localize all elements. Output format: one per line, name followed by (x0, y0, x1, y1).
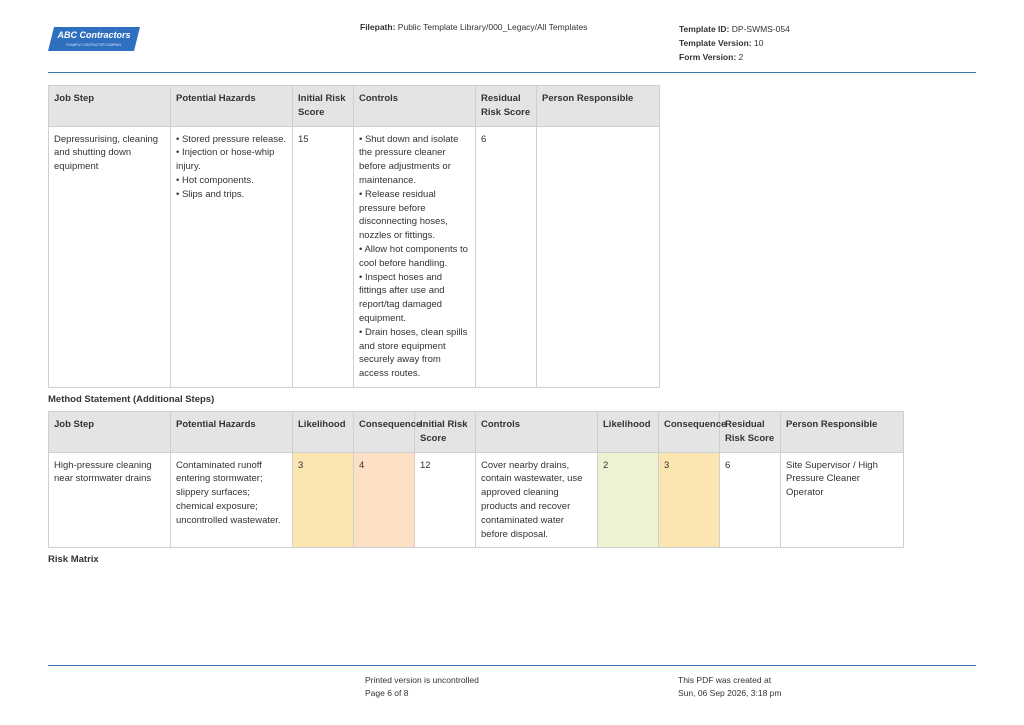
filepath-value: Public Template Library/000_Legacy/All Templates (397, 22, 588, 32)
filepath-label: Filepath: (360, 22, 396, 32)
col-controls: Controls (354, 86, 476, 127)
controls-cell (354, 126, 476, 387)
table-row (49, 452, 904, 548)
col-residual-risk-score: Residual Risk Score (720, 412, 781, 453)
col-residual-risk-score: Residual Risk Score (476, 86, 537, 127)
col-controls: Controls (476, 412, 598, 453)
template-id (679, 22, 790, 36)
section-title-method-statement: Method Statement (Additional Steps) (48, 394, 215, 405)
uncontrolled-notice: Printed version is uncontrolled (365, 675, 479, 685)
hazard-item: • Hot components. (176, 174, 254, 186)
footer-print-info (365, 674, 479, 700)
job-step-cell: High-pressure cleaning near stormwater drains (49, 452, 171, 548)
hazards-cell (171, 126, 293, 387)
residual-likelihood-cell: 2 (598, 452, 659, 548)
page-number: Page 6 of 8 (365, 688, 409, 698)
col-likelihood: Likelihood (293, 412, 354, 453)
template-version-value: 10 (753, 38, 764, 48)
form-version-value: 2 (738, 52, 744, 62)
form-version (679, 50, 790, 64)
control-item: • Inspect hoses and fittings after use and report/tag damaged equipment. (359, 271, 445, 324)
job-step-cell: Depressurising, cleaning and shutting down equipment (49, 126, 171, 387)
control-item: • Shut down and isolate the pressure cleaner before adjustments or maintenance. (359, 133, 459, 186)
consequence-cell: 4 (354, 452, 415, 548)
col-job-step: Job Step (49, 86, 171, 127)
table-header-row (49, 86, 660, 127)
logo-text: ABC Contractors (57, 30, 131, 40)
created-at: Sun, 06 Sep 2026, 3:18 pm (678, 688, 782, 698)
swms-table (48, 85, 660, 388)
col-initial-risk-score: Initial Risk Score (293, 86, 354, 127)
col-consequence: Consequence (354, 412, 415, 453)
col-residual-likelihood: Likelihood (598, 412, 659, 453)
col-potential-hazards: Potential Hazards (171, 412, 293, 453)
abc-contractors-logo (48, 26, 140, 52)
col-person-responsible: Person Responsible (781, 412, 904, 453)
template-version (679, 36, 790, 50)
col-person-responsible: Person Responsible (537, 86, 660, 127)
col-job-step: Job Step (49, 412, 171, 453)
logo-subtext: EXAMPLE CONTRACTOR COMPANY (66, 43, 122, 47)
control-item: • Allow hot components to cool before handling. (359, 243, 468, 269)
template-id-label: Template ID: (679, 24, 730, 34)
header-divider (48, 72, 976, 73)
controls-cell: Cover nearby drains, contain wastewater, use approved cleaning products and recover contaminated water before disposal. (476, 452, 598, 548)
residual-consequence-cell: 3 (659, 452, 720, 548)
col-initial-risk-score: Initial Risk Score (415, 412, 476, 453)
hazard-item: • Injection or hose-whip injury. (176, 147, 275, 173)
likelihood-cell: 3 (293, 452, 354, 548)
control-item: • Release residual pressure before disconnecting hoses, nozzles or fittings. (359, 188, 448, 242)
hazard-item: • Stored pressure release. (176, 133, 286, 145)
filepath (360, 22, 587, 32)
table-header-row (49, 412, 904, 453)
form-version-label: Form Version: (679, 52, 737, 62)
residual-risk-cell: 6 (476, 126, 537, 387)
person-responsible-cell (537, 126, 660, 387)
created-label: This PDF was created at (678, 675, 772, 685)
template-version-label: Template Version: (679, 38, 752, 48)
col-residual-consequence: Consequence (659, 412, 720, 453)
table-row (49, 126, 660, 387)
template-id-value: DP-SWMS-054 (731, 24, 790, 34)
section-title-risk-matrix: Risk Matrix (48, 554, 99, 565)
hazards-cell: Contaminated runoff entering stormwater; slippery surfaces; chemical exposure; uncontrolled wastewater. (171, 452, 293, 548)
col-potential-hazards: Potential Hazards (171, 86, 293, 127)
initial-risk-cell: 12 (415, 452, 476, 548)
footer-divider (48, 665, 976, 666)
residual-risk-cell: 6 (720, 452, 781, 548)
person-responsible-cell: Site Supervisor / High Pressure Cleaner Operator (781, 452, 904, 548)
footer-created-info (678, 674, 782, 700)
control-item: • Drain hoses, clean spills and store equipment securely away from access routes. (359, 326, 468, 380)
hazard-item: • Slips and trips. (176, 188, 245, 200)
template-info (679, 22, 790, 64)
method-statement-table (48, 411, 904, 548)
initial-risk-cell: 15 (293, 126, 354, 387)
